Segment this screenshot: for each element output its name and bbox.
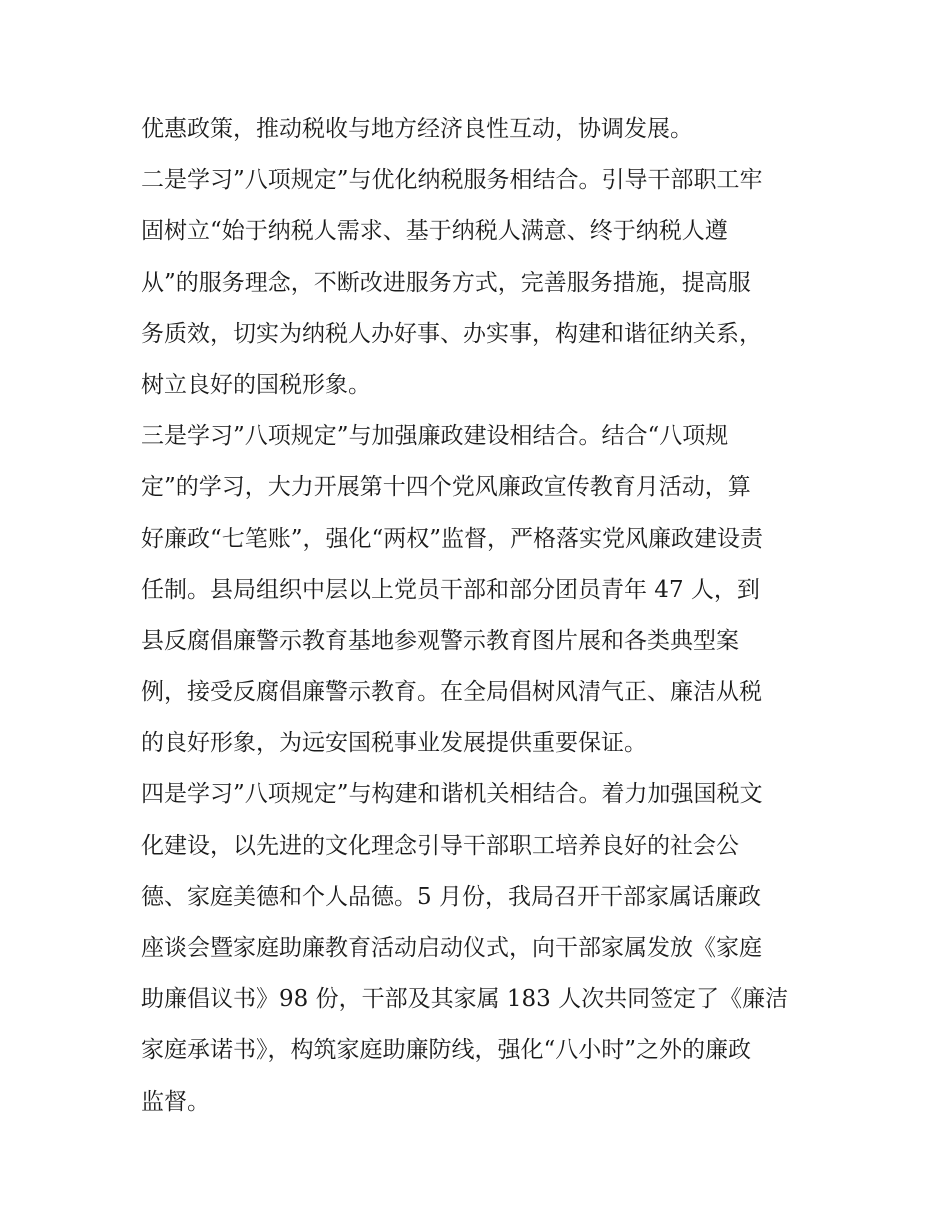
text-line: 四是学习”八项规定”与构建和谐机关相结合。着力加强国税文 — [141, 781, 763, 808]
text-line: 的良好形象，为远安国税事业发展提供重要保证。 — [141, 730, 647, 757]
text-line: 监督。 — [141, 1088, 210, 1115]
text-line: 三是学习”八项规定”与加强廉政建设相结合。结合“八项规 — [141, 423, 729, 450]
text-line: 任制。县局组织中层以上党员干部和部分团员青年 47 人，到 — [141, 576, 760, 603]
text-line: 家庭承诺书》，构筑家庭助廉防线，强化“八小时”之外的廉政 — [141, 1037, 752, 1064]
body-text — [141, 104, 821, 1128]
text-line: 好廉政“七笔账”，强化“两权”监督，严格落实党风廉政建设责 — [141, 525, 764, 552]
text-line: 例，接受反腐倡廉警示教育。在全局倡树风清气正、廉洁从税 — [141, 679, 762, 706]
text-line: 二是学习”八项规定”与优化纳税服务相结合。引导干部职工牢 — [141, 167, 763, 194]
text-line: 务质效，切实为纳税人办好事、办实事，构建和谐征纳关系， — [141, 320, 762, 347]
text-line: 德、家庭美德和个人品德。5 月份，我局召开干部家属话廉政 — [141, 883, 761, 910]
text-line: 固树立“始于纳税人需求、基于纳税人满意、终于纳税人遵 — [141, 218, 728, 245]
text-line: 优惠政策，推动税收与地方经济良性互动，协调发展。 — [141, 116, 693, 142]
text-line: 从”的服务理念，不断改进服务方式，完善服务措施，提高服 — [141, 269, 751, 296]
text-line: 座谈会暨家庭助廉教育活动启动仪式，向干部家属发放《家庭 — [141, 935, 762, 961]
text-line: 化建设，以先进的文化理念引导干部职工培养良好的社会公 — [141, 832, 739, 859]
text-line: 树立良好的国税形象。 — [141, 371, 371, 398]
text-line: 助廉倡议书》98 份，干部及其家属 183 人次共同签定了《廉洁 — [141, 986, 789, 1013]
text-line: 县反腐倡廉警示教育基地参观警示教育图片展和各类典型案 — [141, 627, 739, 654]
text-line: 定”的学习，大力开展第十四个党风廉政宣传教育月活动，算 — [141, 474, 751, 501]
